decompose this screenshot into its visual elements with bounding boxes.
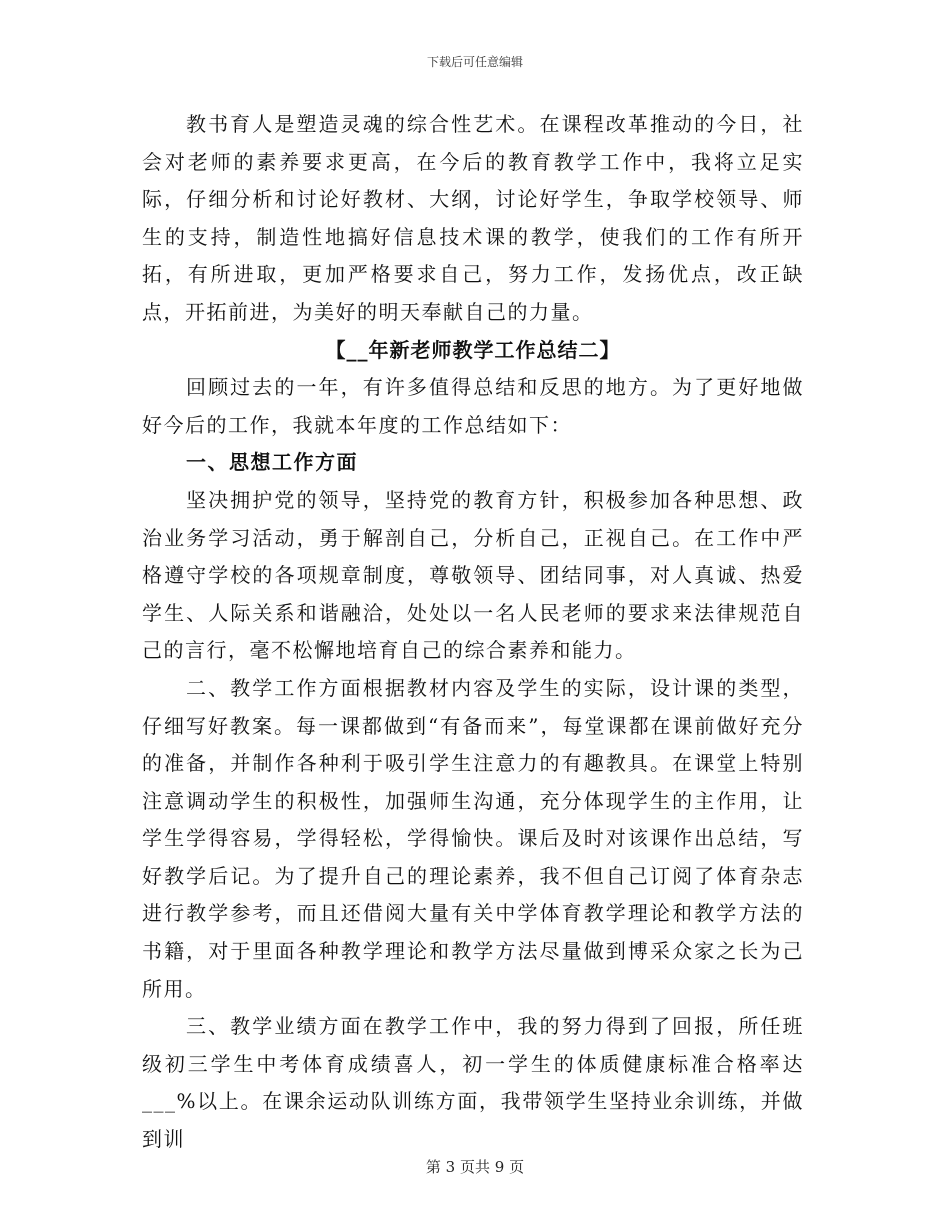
- paragraph-teaching: 二、教学工作方面根据教材内容及学生的实际，设计课的类型，仔细写好教案。每一课都做到“有备而来”，每堂课都在课前做好充分的准备，并制作各种利于吸引学生注意力的有趣教具。在课堂上特别注意调动学生的积极性，加强师生沟通，充分体现学生的主作用，让学生学得容易，学得轻松，学得愉快。课后及时对该课作出总结，写好教学后记。为了提升自己的理论素养，我不但自己订阅了体育杂志进行教学参考，而且还借阅大量有关中学体育教学理论和教学方法的书籍，对于里面各种教学理论和教学方法尽量做到博采众家之长为己所用。: [142, 675, 804, 1001]
- paragraph-intro: 回顾过去的一年，有许多值得总结和反思的地方。为了更好地做好今后的工作，我就本年度的工作总结如下：: [142, 375, 804, 437]
- document-body: [142, 106, 804, 1159]
- paragraph-closing: 教书育人是塑造灵魂的综合性艺术。在课程改革推动的今日，社会对老师的素养要求更高，在今后的教育教学工作中，我将立足实际，仔细分析和讨论好教材、大纲，讨论好学生，争取学校领导、师生的支持，制造性地搞好信息技术课的教学，使我们的工作有所开拓，有所进取，更加严格要求自己，努力工作，发扬优点，改正缺点，开拓前进，为美好的明天奉献自己的力量。: [142, 112, 804, 324]
- paragraph-ideology: 坚决拥护党的领导，坚持党的教育方针，积极参加各种思想、政治业务学习活动，勇于解剖自己，分析自己，正视自己。在工作中严格遵守学校的各项规章制度，尊敬领导、团结同事，对人真诚、热爱学生、人际关系和谐融洽，处处以一名人民老师的要求来法律规范自己的言行，毫不松懈地培育自己的综合素养和能力。: [142, 487, 804, 663]
- page-footer: 第 3 页共 9 页: [425, 1158, 525, 1176]
- paragraph-achievement: 三、教学业绩方面在教学工作中，我的努力得到了回报，所任班级初三学生中考体育成绩喜人，初一学生的体质健康标准合格率达___%以上。在课余运动队训练方面，我带领学生坚持业余训练，并做到训: [142, 1014, 804, 1152]
- section-title: 【__年新老师教学工作总结二】: [325, 337, 621, 362]
- page-header: 下载后可任意编辑: [426, 55, 523, 69]
- subheading-ideology: 一、思想工作方面: [186, 450, 358, 475]
